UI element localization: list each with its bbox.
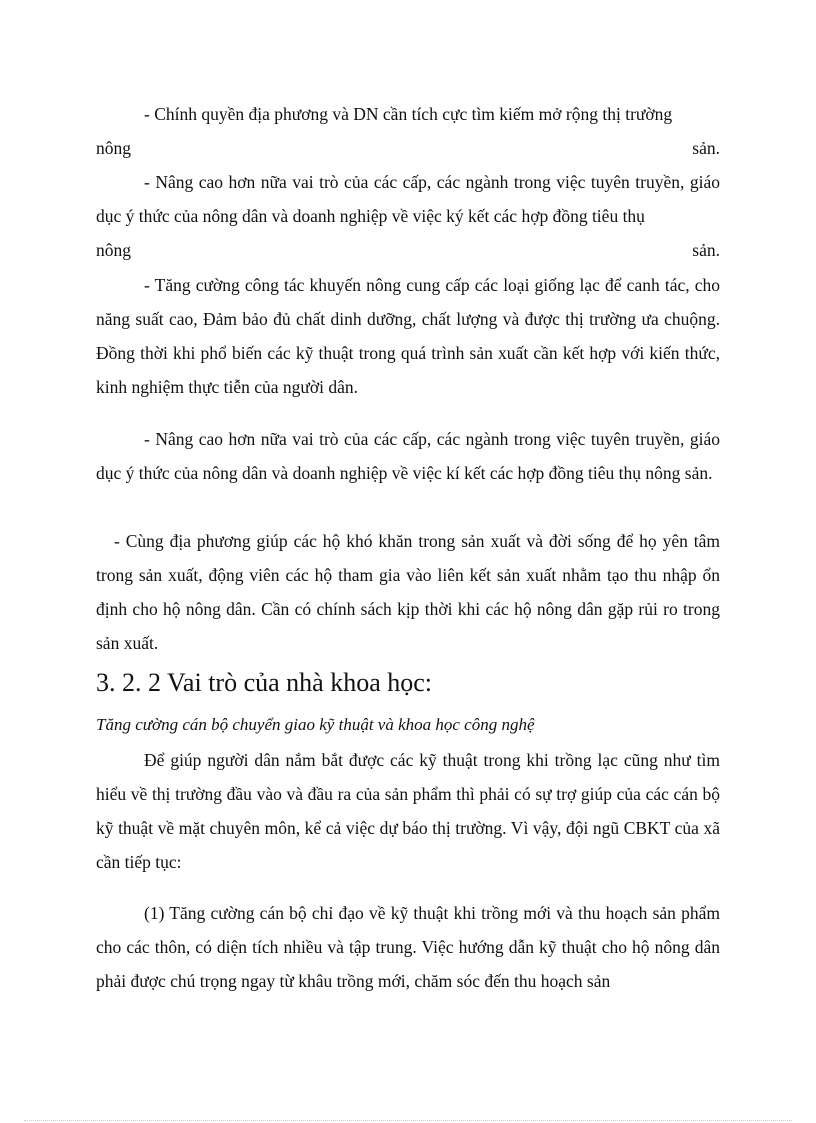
word-right: sản.: [692, 240, 720, 260]
paragraph-local-government-last-line: [96, 131, 720, 165]
paragraph-local-government-line1: - Chính quyền địa phương và DN cần tích cực tìm kiếm mở rộng thị trường: [144, 104, 673, 124]
paragraph-raise-role-repeat: - Nâng cao hơn nữa vai trò của các cấp, các ngành trong việc tuyên truyền, giáo dục ý thức của nông dân và doanh nghiệp về việc kí kết các hợp đồng tiêu thụ nông sản.: [96, 429, 720, 483]
word-left: nông: [96, 138, 131, 158]
paragraph-raise-role: - Nâng cao hơn nữa vai trò của các cấp, các ngành trong việc tuyên truyền, giáo dục ý thức của nông dân và doanh nghiệp về việc ký kết các hợp đồng tiêu thụ: [96, 172, 720, 226]
section-heading: 3. 2. 2 Vai trò của nhà khoa học:: [96, 668, 432, 697]
paragraph-support-households: - Cùng địa phương giúp các hộ khó khăn trong sản xuất và đời sống để họ yên tâm trong sản xuất, động viên các hộ tham gia vào liên kết sản xuất nhằm tạo thu nhập ổn định cho hộ nông dân. Cần có chính sách kịp thời khi các hộ nông dân gặp rủi ro trong sản xuất.: [96, 531, 720, 653]
section-subheading: Tăng cường cán bộ chuyển giao kỹ thuật và khoa học công nghệ: [96, 715, 535, 734]
word-left: nông: [96, 240, 131, 260]
paragraph-scientists-role: Để giúp người dân nắm bắt được các kỹ thuật trong khi trồng lạc cũng như tìm hiểu về thị trường đầu vào và đầu ra của sản phẩm thì phải có sự trợ giúp của các cán bộ kỹ thuật về mặt chuyên môn, kể cả việc dự báo thị trường. Vì vậy, đội ngũ CBKT của xã cần tiếp tục:: [96, 750, 720, 872]
paragraph-raise-role-last-line: [96, 233, 720, 267]
page-bottom-border: [24, 1120, 792, 1121]
paragraph-item-1: (1) Tăng cường cán bộ chỉ đạo về kỹ thuật khi trồng mới và thu hoạch sản phẩm cho các thôn, có diện tích nhiều và tập trung. Việc hướng dẫn kỹ thuật cho hộ nông dân phải được chú trọng ngay từ khâu trồng mới, chăm sóc đến thu hoạch sản: [96, 903, 720, 991]
paragraph-extension-services: - Tăng cường công tác khuyến nông cung cấp các loại giống lạc để canh tác, cho năng suất cao, Đảm bảo đủ chất dinh dưỡng, chất lượng và được thị trường ưa chuộng. Đồng thời khi phổ biến các kỹ thuật trong quá trình sản xuất cần kết hợp với kiến thức, kinh nghiệm thực tiễn của người dân.: [96, 275, 720, 397]
word-right: sản.: [692, 138, 720, 158]
